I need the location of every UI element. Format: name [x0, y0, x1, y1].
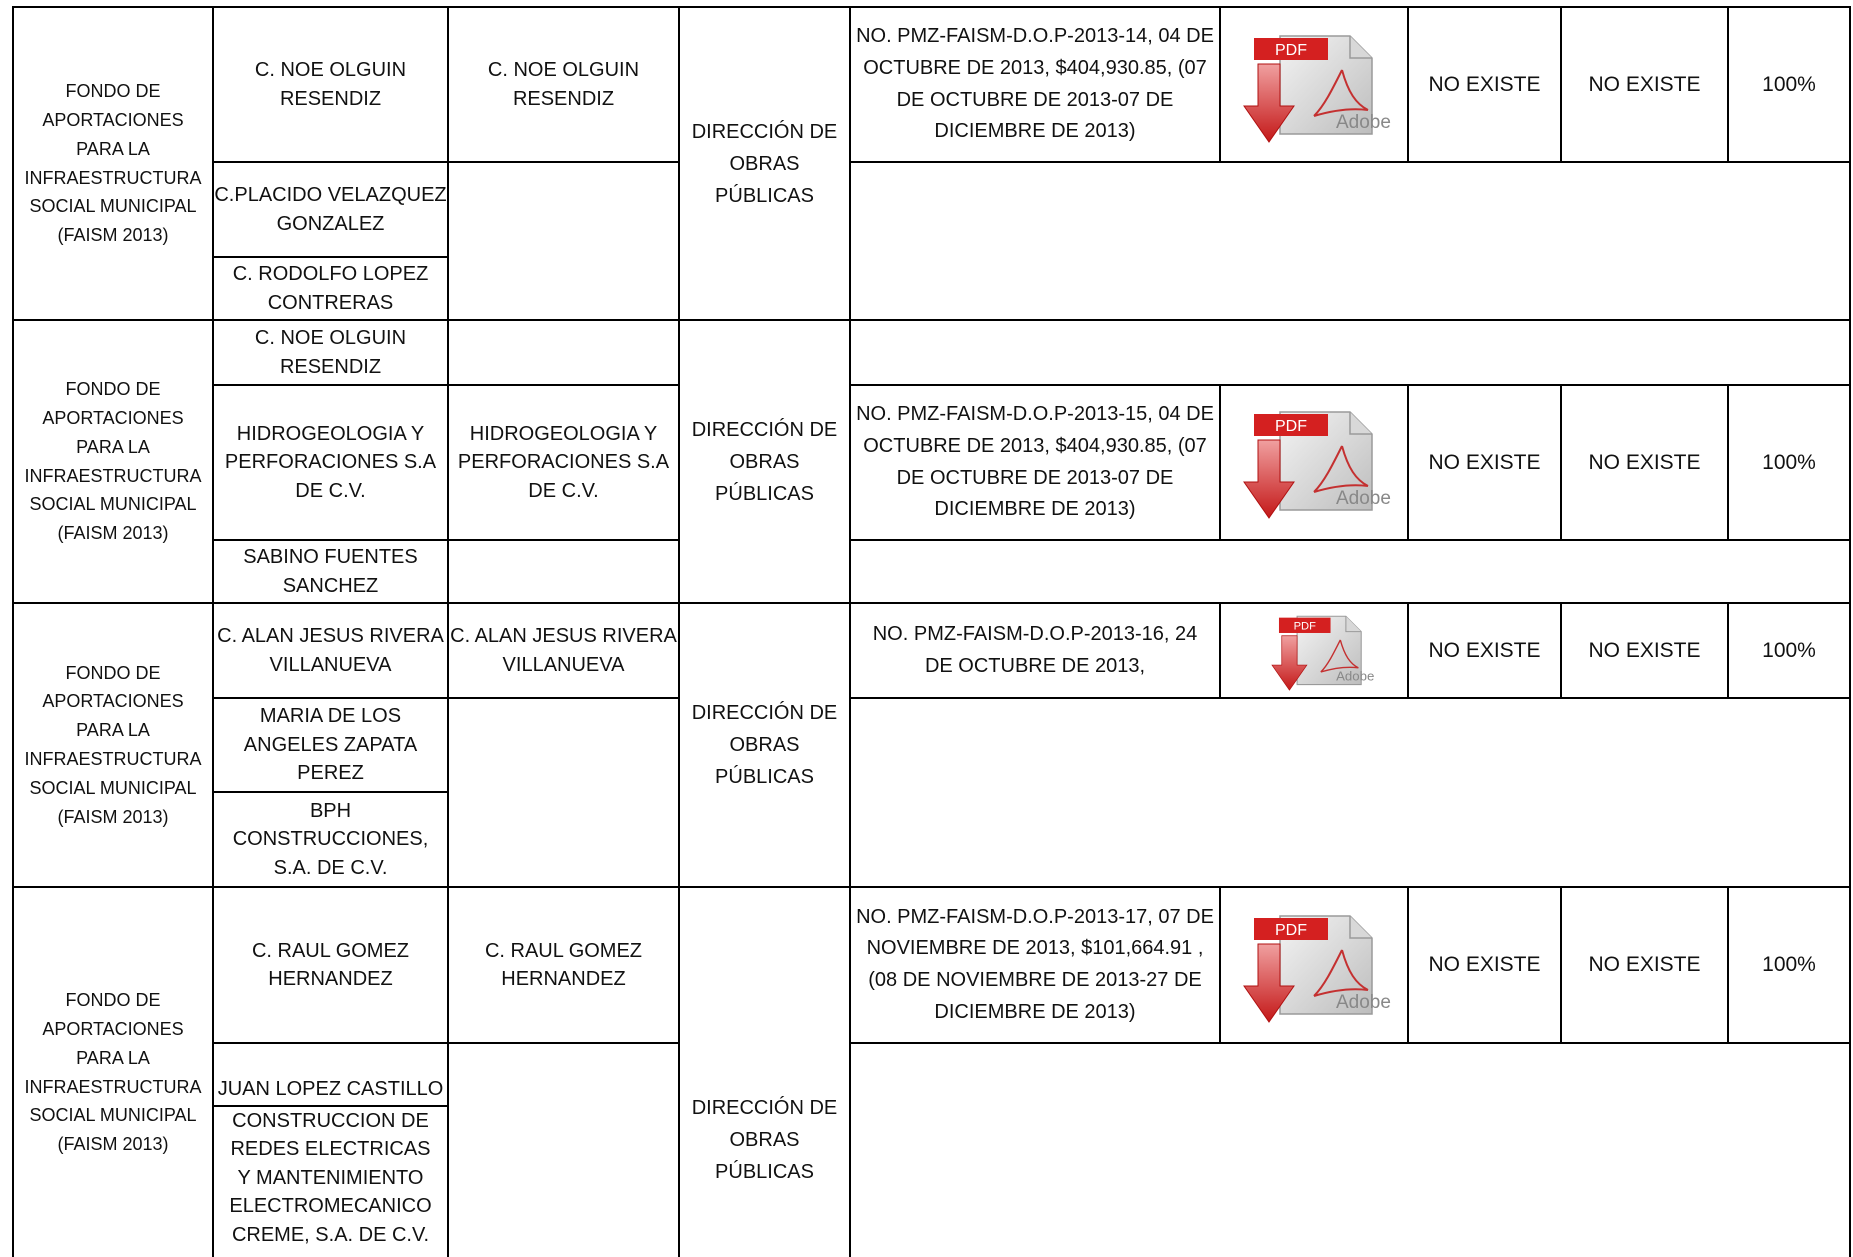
contract-description: NO. PMZ-FAISM-D.O.P-2013-17, 07 DE NOVIEMBRE DE 2013, $101,664.91 , (08 DE NOVIEMBRE DE 2013-27 DE DICIEMBRE DE 2013): [856, 905, 1214, 1023]
status-cell: NO EXISTE: [1588, 72, 1701, 96]
winner-name: HIDROGEOLOGIA Y PERFORACIONES S.A DE C.V.: [457, 422, 670, 502]
winner-name: C. RAUL GOMEZ HERNANDEZ: [484, 939, 643, 990]
cell-border: [849, 161, 1850, 163]
col-border: [1219, 384, 1221, 540]
pdf-download-link[interactable]: [1244, 30, 1391, 146]
fund-cell: FONDO DE APORTACIONES PARA LA INFRAESTRUCTURA SOCIAL MUNICIPAL (FAISM 2013): [24, 662, 202, 827]
participant-name: C.PLACIDO VELAZQUEZ GONZALEZ: [214, 184, 447, 235]
pdf-file-icon: [1244, 910, 1391, 1026]
contract-description: NO. PMZ-FAISM-D.O.P-2013-16, 24 DE OCTUBRE DE 2013,: [872, 622, 1198, 677]
status-cell: NO EXISTE: [1588, 450, 1701, 474]
pdf-file-icon: [1272, 612, 1375, 693]
status-cell: NO EXISTE: [1588, 953, 1701, 977]
fund-cell: FONDO DE APORTACIONES PARA LA INFRAESTRUCTURA SOCIAL MUNICIPAL (FAISM 2013): [24, 379, 202, 544]
progress-cell: 100%: [1762, 72, 1816, 96]
direction-cell: DIRECCIÓN DE OBRAS PÚBLICAS: [691, 702, 838, 788]
svg-text:Adobe: Adobe: [1336, 112, 1391, 133]
contract-description: NO. PMZ-FAISM-D.O.P-2013-14, 04 DE OCTUBRE DE 2013, $404,930.85, (07 DE OCTUBRE DE 2013-07 DE DICIEMBRE DE 2013): [856, 25, 1214, 143]
participant-name: C. RAUL GOMEZ HERNANDEZ: [251, 939, 410, 990]
svg-text:PDF: PDF: [1275, 922, 1307, 939]
status-cell: NO EXISTE: [1428, 72, 1541, 96]
participant-name: HIDROGEOLOGIA Y PERFORACIONES S.A DE C.V.: [224, 422, 437, 502]
participant-name: SABINO FUENTES SANCHEZ: [243, 546, 418, 597]
participant-name: JUAN LOPEZ CASTILLO: [217, 1077, 444, 1100]
svg-text:PDF: PDF: [1275, 418, 1307, 435]
status-cell: NO EXISTE: [1428, 450, 1541, 474]
status-cell: NO EXISTE: [1428, 638, 1541, 662]
pdf-download-link[interactable]: [1244, 910, 1391, 1026]
participant-name: CONSTRUCCION DE REDES ELECTRICAS Y MANTENIMIENTO ELECTROMECANICO CREME, S.A. DE C.V.: [229, 1110, 432, 1246]
pdf-download-link[interactable]: [1272, 612, 1375, 693]
fund-cell: FONDO DE APORTACIONES PARA LA INFRAESTRUCTURA SOCIAL MUNICIPAL (FAISM 2013): [24, 81, 202, 246]
col-border: [1219, 602, 1221, 698]
participant-name: C. RODOLFO LOPEZ CONTRERAS: [232, 263, 429, 314]
status-cell: NO EXISTE: [1428, 953, 1541, 977]
cell-border: [849, 539, 1850, 541]
progress-cell: 100%: [1762, 450, 1816, 474]
direction-cell: DIRECCIÓN DE OBRAS PÚBLICAS: [691, 418, 838, 505]
svg-text:PDF: PDF: [1293, 620, 1316, 633]
svg-text:Adobe: Adobe: [1336, 668, 1375, 684]
contract-description: NO. PMZ-FAISM-D.O.P-2013-15, 04 DE OCTUBRE DE 2013, $404,930.85, (07 DE OCTUBRE DE 2013-07 DE DICIEMBRE DE 2013): [856, 403, 1214, 521]
direction-cell: DIRECCIÓN DE OBRAS PÚBLICAS: [691, 1097, 838, 1183]
col-border: [1219, 886, 1221, 1042]
participant-name: C. NOE OLGUIN RESENDIZ: [254, 59, 407, 110]
progress-cell: 100%: [1762, 953, 1816, 977]
participant-name: BPH CONSTRUCCIONES, S.A. DE C.V.: [232, 799, 429, 879]
winner-name: C. ALAN JESUS RIVERA VILLANUEVA: [450, 625, 677, 676]
svg-text:Adobe: Adobe: [1336, 488, 1391, 509]
col-border: [1849, 6, 1851, 1257]
col-border: [1219, 6, 1221, 162]
cell-border: [849, 697, 1850, 699]
direction-cell: DIRECCIÓN DE OBRAS PÚBLICAS: [691, 120, 838, 207]
fund-cell: FONDO DE APORTACIONES PARA LA INFRAESTRUCTURA SOCIAL MUNICIPAL (FAISM 2013): [24, 990, 202, 1155]
progress-cell: 100%: [1762, 638, 1816, 662]
svg-text:PDF: PDF: [1275, 42, 1307, 59]
participant-name: C. ALAN JESUS RIVERA VILLANUEVA: [217, 625, 444, 676]
pdf-download-link[interactable]: [1244, 406, 1391, 522]
status-cell: NO EXISTE: [1588, 638, 1701, 662]
pdf-file-icon: [1244, 30, 1391, 146]
svg-text:Adobe: Adobe: [1336, 992, 1391, 1013]
cell-border: [849, 1042, 1850, 1044]
pdf-file-icon: [1244, 406, 1391, 522]
winner-name: C. NOE OLGUIN RESENDIZ: [487, 59, 640, 110]
participant-name: C. NOE OLGUIN RESENDIZ: [254, 327, 407, 378]
participant-name: MARIA DE LOS ANGELES ZAPATA PEREZ: [243, 705, 418, 785]
